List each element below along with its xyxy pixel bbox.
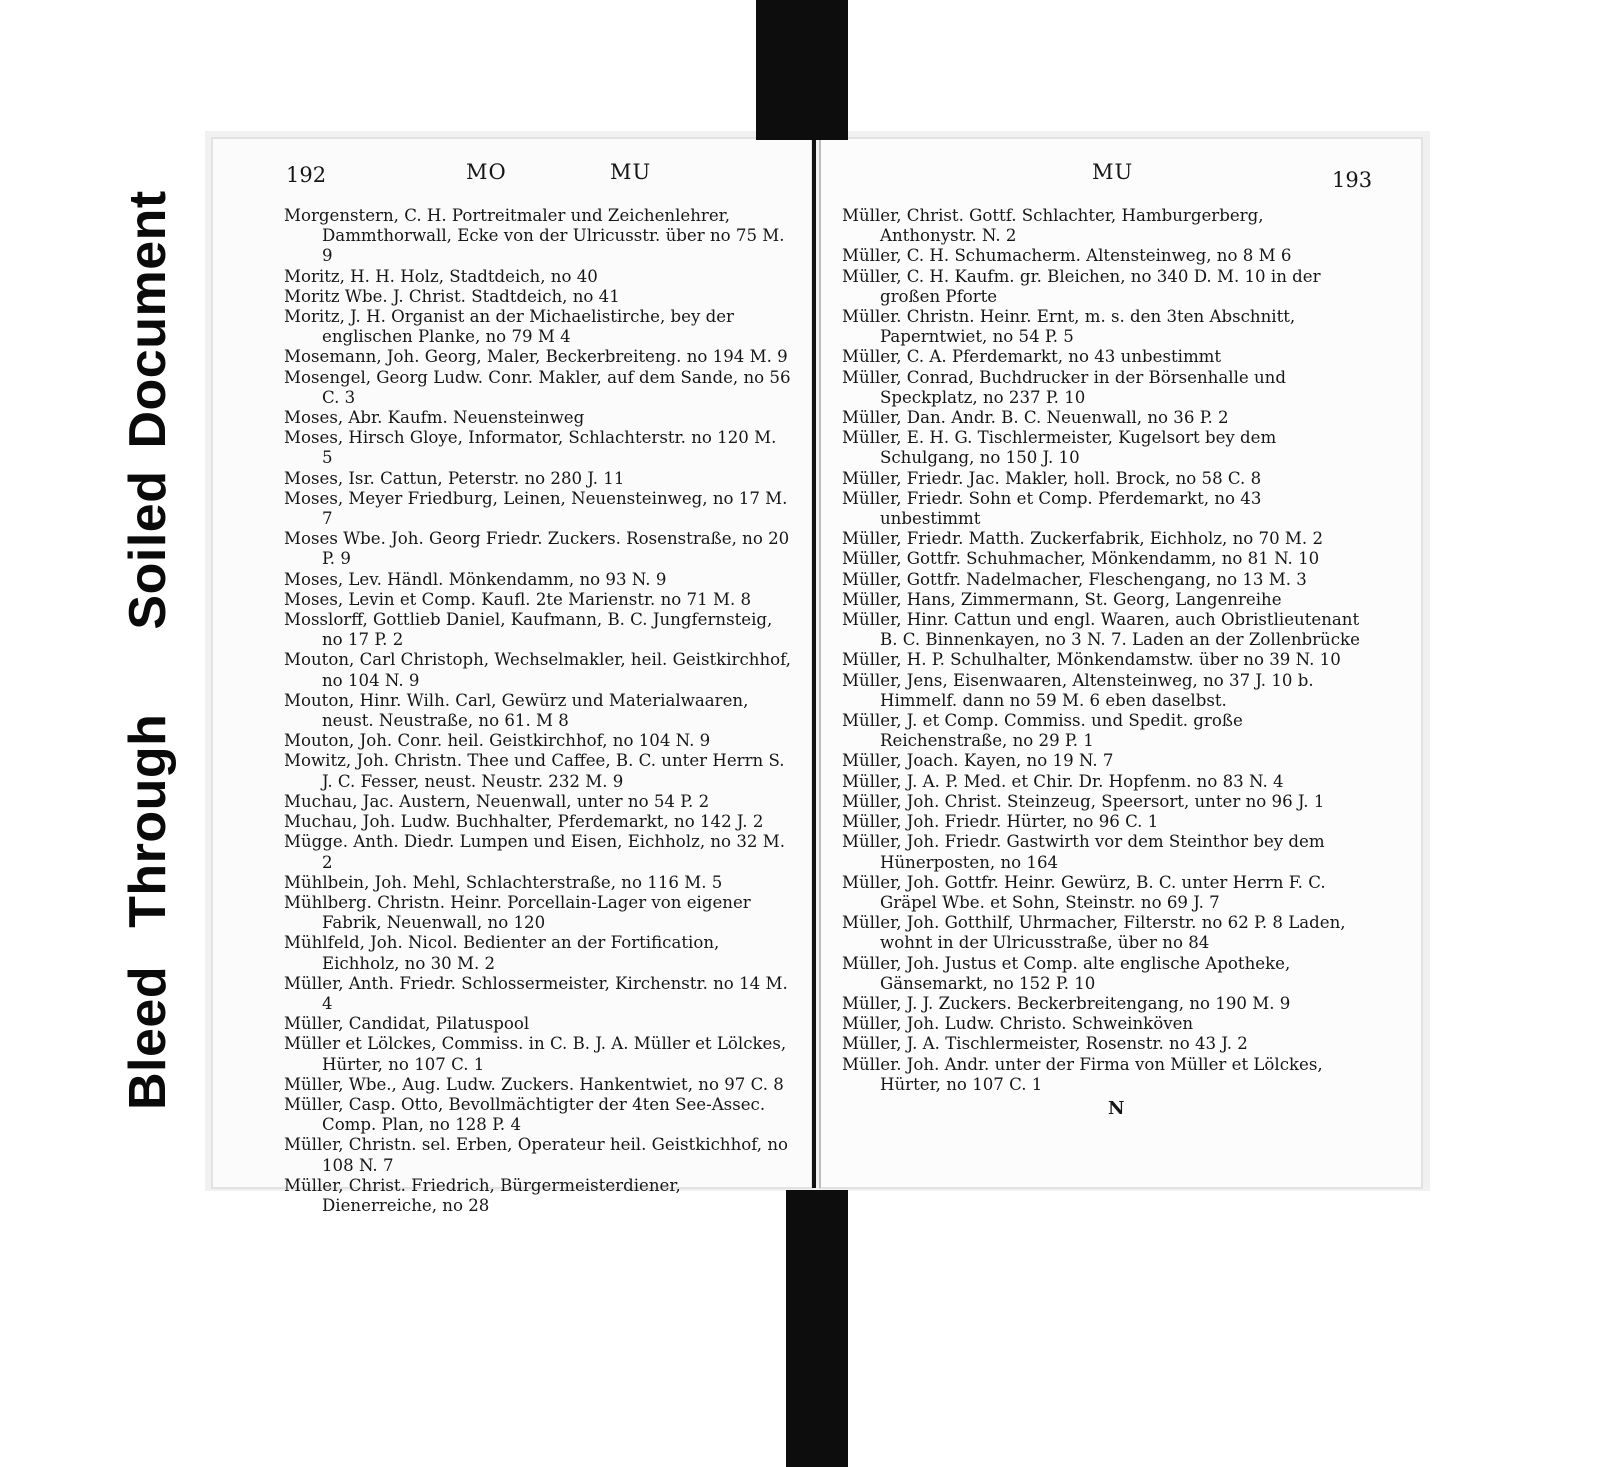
directory-entry: Mowitz, Joh. Christn. Thee und Caffee, B. C. unter Herrn S. J. C. Fesser, neust. Neustr. 232 M. 9 (284, 751, 785, 791)
directory-entry: Müller, Conrad, Buchdrucker in der Börsenhalle und Speckplatz, no 237 P. 10 (842, 367, 1286, 407)
directory-entry: Mouton, Carl Christoph, Wechselmakler, heil. Geistkirchhof, no 104 N. 9 (284, 650, 791, 690)
side-label-word: Through (119, 713, 177, 928)
directory-entry: Müller, Joh. Christ. Steinzeug, Speersort, unter no 96 J. 1 (842, 791, 1325, 811)
directory-entry: Müller, J. et Comp. Commiss. und Spedit. große Reichenstraße, no 29 P. 1 (842, 711, 1243, 751)
directory-entry: Moses, Hirsch Gloye, Informator, Schlachterstr. no 120 M. 5 (284, 428, 777, 468)
directory-entry: Müller, E. H. G. Tischlermeister, Kugelsort bey dem Schulgang, no 150 J. 10 (842, 428, 1277, 468)
directory-entry: Müller, Dan. Andr. B. C. Neuenwall, no 36 P. 2 (842, 408, 1229, 428)
directory-entry: Mosengel, Georg Ludw. Conr. Makler, auf dem Sande, no 56 C. 3 (284, 367, 791, 407)
side-label (118, 110, 178, 1110)
directory-entry: Müller, Joh. Justus et Comp. alte englische Apotheke, Gänsemarkt, no 152 P. 10 (842, 953, 1291, 993)
directory-entry: Moritz, H. H. Holz, Stadtdeich, no 40 (284, 266, 598, 286)
directory-entry: Müller, H. P. Schulhalter, Mönkendamstw. über no 39 N. 10 (842, 650, 1341, 670)
directory-entry: Müller, J. J. Zuckers. Beckerbreitengang, no 190 M. 9 (842, 993, 1291, 1013)
directory-entry: Müller, Joh. Ludw. Christo. Schweinköven (842, 1014, 1194, 1034)
directory-entry: Müller, Christn. sel. Erben, Operateur heil. Geistkichhof, no 108 N. 7 (284, 1135, 789, 1175)
directory-entry: Müller, Hans, Zimmermann, St. Georg, Langenreihe (842, 589, 1282, 609)
directory-entry: Mosemann, Joh. Georg, Maler, Beckerbreiteng. no 194 M. 9 (284, 347, 788, 367)
directory-entry: Moses, Abr. Kaufm. Neuensteinweg (284, 408, 585, 428)
directory-entry: Müller, Christ. Gottf. Schlachter, Hamburgerberg, Anthonystr. N. 2 (842, 206, 1264, 246)
binding-strip-top (756, 0, 848, 140)
directory-entry: Muchau, Joh. Ludw. Buchhalter, Pferdemarkt, no 142 J. 2 (284, 812, 764, 832)
directory-entry: Müller, Wbe., Aug. Ludw. Zuckers. Hankentwiet, no 97 C. 8 (284, 1074, 784, 1094)
directory-entry: Müller, J. A. Tischlermeister, Rosenstr. no 43 J. 2 (842, 1034, 1248, 1054)
directory-entry: Müller, Casp. Otto, Bevollmächtigter der 4ten See-Assec. Comp. Plan, no 128 P. 4 (284, 1094, 766, 1135)
directory-entry: Mouton, Joh. Conr. heil. Geistkirchhof, no 104 N. 9 (284, 731, 711, 751)
left-running-head-1: MO (466, 160, 507, 184)
directory-entry: Müller, Joach. Kayen, no 19 N. 7 (842, 751, 1114, 771)
directory-entry: Müller et Lölckes, Commiss. in C. B. J. A. Müller et Lölckes, Hürter, no 107 C. 1 (284, 1034, 787, 1074)
left-running-head-2: MU (610, 160, 652, 184)
directory-entry: Müller, Friedr. Matth. Zuckerfabrik, Eichholz, no 70 M. 2 (842, 529, 1324, 549)
right-page-number: 193 (1332, 168, 1373, 192)
right-running-head: MU (1092, 160, 1134, 184)
directory-entry: Müller, Joh. Friedr. Hürter, no 96 C. 1 (842, 812, 1159, 832)
directory-entry: Müller, J. A. P. Med. et Chir. Dr. Hopfenm. no 83 N. 4 (842, 771, 1284, 791)
directory-entry: Müller. Joh. Andr. unter der Firma von Müller et Lölckes, Hürter, no 107 C. 1 (842, 1054, 1323, 1094)
directory-entry: Mouton, Hinr. Wilh. Carl, Gewürz und Materialwaaren, neust. Neustraße, no 61. M 8 (284, 690, 749, 731)
left-column (284, 206, 792, 1216)
directory-entry: Moses, Lev. Händl. Mönkendamm, no 93 N. 9 (284, 569, 667, 589)
directory-entry: Müller, Gottfr. Nadelmacher, Fleschengang, no 13 M. 3 (842, 569, 1307, 589)
directory-entry: Moritz, J. H. Organist an der Michaelistirche, bey der englischen Planke, no 79 M 4 (284, 307, 734, 347)
directory-entry: Müller, Friedr. Sohn et Comp. Pferdemarkt, no 43 unbestimmt (842, 488, 1262, 529)
directory-entry: Müller, Joh. Gottfr. Heinr. Gewürz, B. C. unter Herrn F. C. Gräpel Wbe. et Sohn, Steinstr. no 69 J. 7 (842, 872, 1326, 912)
binding-strip-bottom (786, 1190, 848, 1467)
directory-entry: Müller, Christ. Friedrich, Bürgermeisterdiener, Dienerreiche, no 28 (284, 1175, 681, 1215)
catchword: N (1108, 1098, 1125, 1119)
directory-entry: Mühlfeld, Joh. Nicol. Bedienter an der Fortification, Eichholz, no 30 M. 2 (284, 933, 720, 973)
directory-entry: Müller, Joh. Gotthilf, Uhrmacher, Filterstr. no 62 P. 8 Laden, wohnt in der Ulricusstraße, über no 84 (842, 913, 1346, 953)
directory-entry: Mosslorff, Gottlieb Daniel, Kaufmann, B. C. Jungfernsteig, no 17 P. 2 (284, 610, 773, 650)
directory-entry: Moses Wbe. Joh. Georg Friedr. Zuckers. Rosenstraße, no 20 P. 9 (284, 529, 790, 569)
directory-entry: Morgenstern, C. H. Portreitmaler und Zeichenlehrer, Dammthorwall, Ecke von der Ulricusstr. über no 75 M. 9 (284, 206, 785, 266)
directory-entry: Müller, Joh. Friedr. Gastwirth vor dem Steinthor bey dem Hünerposten, no 164 (842, 832, 1325, 872)
directory-entry: Müller, Anth. Friedr. Schlossermeister, Kirchenstr. no 14 M. 4 (284, 973, 788, 1013)
directory-entry: Muchau, Jac. Austern, Neuenwall, unter no 54 P. 2 (284, 791, 710, 811)
directory-entry: Moritz Wbe. J. Christ. Stadtdeich, no 41 (284, 286, 620, 306)
directory-entry: Müller, Jens, Eisenwaaren, Altensteinweg, no 37 J. 10 b. Himmelf. dann no 59 M. 6 eben daselbst. (842, 670, 1314, 710)
directory-entry: Müller, Gottfr. Schuhmacher, Mönkendamm, no 81 N. 10 (842, 549, 1320, 569)
directory-entry: Müller, C. H. Schumacherm. Altensteinweg, no 8 M 6 (842, 246, 1292, 266)
directory-entry: Müller, C. H. Kaufm. gr. Bleichen, no 340 D. M. 10 in der großen Pforte (842, 266, 1321, 306)
side-label-word: Document (119, 190, 177, 449)
directory-entry: Mühlberg. Christn. Heinr. Porcellain-Lager von eigener Fabrik, Neuenwall, no 120 (284, 892, 751, 933)
right-column (842, 206, 1364, 1095)
directory-entry: Moses, Levin et Comp. Kaufl. 2te Marienstr. no 71 M. 8 (284, 589, 752, 609)
directory-entry: Müller, Hinr. Cattun und engl. Waaren, auch Obristlieutenant B. C. Binnenkayen, no 3 N. 7. Laden an der Zollenbrücke (842, 610, 1360, 650)
directory-entry: Müller. Christn. Heinr. Ernt, m. s. den 3ten Abschnitt, Paperntwiet, no 54 P. 5 (842, 307, 1296, 347)
directory-entry: Mügge. Anth. Diedr. Lumpen und Eisen, Eichholz, no 32 M. 2 (284, 832, 785, 872)
directory-entry: Mühlbein, Joh. Mehl, Schlachterstraße, no 116 M. 5 (284, 872, 723, 892)
directory-entry: Müller, Friedr. Jac. Makler, holl. Brock, no 58 C. 8 (842, 468, 1262, 488)
directory-entry: Moses, Isr. Cattun, Peterstr. no 280 J. 11 (284, 468, 625, 488)
directory-entry: Müller, Candidat, Pilatuspool (284, 1014, 530, 1034)
side-label-word: Soiled (119, 470, 177, 630)
directory-entry: Moses, Meyer Friedburg, Leinen, Neuensteinweg, no 17 M. 7 (284, 488, 788, 529)
side-label-word: Bleed (119, 965, 177, 1110)
left-page-number: 192 (286, 163, 327, 187)
directory-entry: Müller, C. A. Pferdemarkt, no 43 unbestimmt (842, 347, 1222, 367)
